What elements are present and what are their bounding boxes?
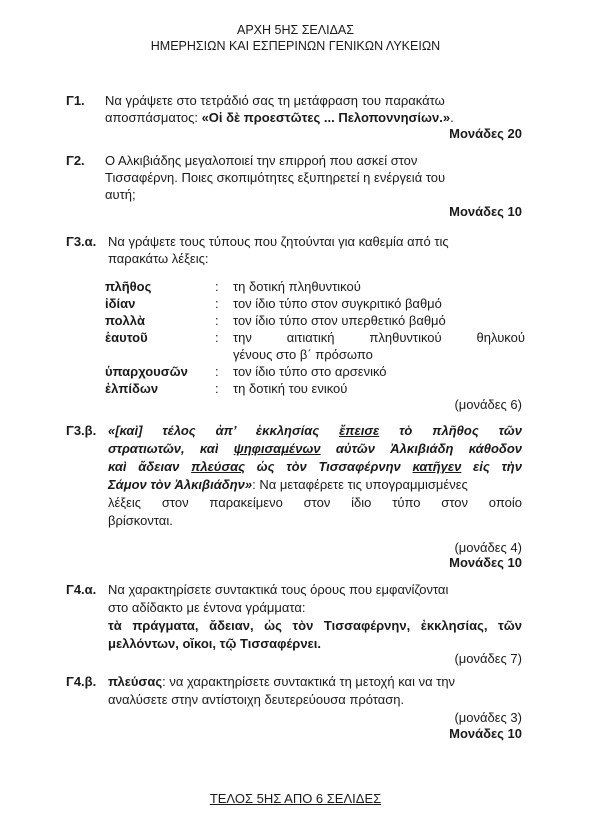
- underlined-word: ψηφισαμένων: [233, 441, 321, 456]
- word: ἐλπίδων: [105, 381, 159, 396]
- question-number: Γ2.: [66, 153, 85, 168]
- question-number: Γ3.β.: [66, 423, 97, 438]
- word: πολλὰ: [105, 313, 145, 328]
- list-item: [105, 312, 525, 329]
- text-span: αὐτῶν Ἀλκιβιάδη κάθοδον: [320, 441, 522, 456]
- question-text: [108, 581, 522, 653]
- text-line: [108, 422, 522, 440]
- word: πλῆθος: [105, 279, 152, 294]
- text-span: : να χαρακτηρίσετε συντακτικά τη μετοχή και να την: [162, 674, 456, 689]
- underlined-word: πλεύσας: [191, 459, 246, 474]
- text-line: Ο Αλκιβιάδης μεγαλοποιεί την επιρροή που ασκεί στον: [105, 153, 418, 168]
- bold-terms: μελλόντων, οἴκοι, τῷ Τισσαφέρνει.: [108, 636, 321, 651]
- text-line: αναλύσετε στην αντίστοιχη δευτερεύουσα πρόταση.: [108, 692, 405, 707]
- text-line: [105, 109, 522, 126]
- page-header: [0, 22, 591, 54]
- text-line: Να γράψετε τους τύπους που ζητούνται για καθεμία από τις: [108, 234, 449, 249]
- marks-label: Μονάδες 10: [449, 555, 522, 570]
- text-span: τὸ πλῆθος τῶν: [379, 423, 522, 438]
- question-number: Γ3.α.: [66, 234, 97, 249]
- text-line: αυτή;: [105, 187, 136, 202]
- text-line: [108, 476, 522, 494]
- marks-label: Μονάδες 10: [449, 726, 522, 741]
- separator: :: [215, 381, 219, 396]
- text-line: [108, 458, 522, 476]
- text-span: ὡς τὸν Τισσαφέρνην: [245, 459, 413, 474]
- form-description: τον ίδιο τύπο στον συγκριτικό βαθμό: [233, 296, 442, 311]
- separator: :: [215, 296, 219, 311]
- text-line: βρίσκονται.: [108, 513, 173, 528]
- list-item: [105, 329, 525, 363]
- question-text: [108, 422, 522, 530]
- quoted-passage: «Οἱ δὲ προεστῶτες ... Πελοποννησίων.»: [201, 110, 451, 125]
- question-text: [108, 233, 522, 267]
- form-description: τον ίδιο τύπο στο αρσενικό: [233, 364, 387, 379]
- question-number: Γ1.: [66, 93, 85, 108]
- list-item: [105, 363, 525, 380]
- text-line: [108, 440, 522, 458]
- word: ὑπαρχουσῶν: [105, 364, 188, 379]
- word-forms-list: [105, 278, 525, 397]
- text-line: Να χαρακτηρίσετε συντακτικά τους όρους που εμφανίζονται: [108, 582, 449, 597]
- question-text: [105, 92, 522, 126]
- header-line-2: ΗΜΕΡΗΣΙΩΝ ΚΑΙ ΕΣΠΕΡΙΝΩΝ ΓΕΝΙΚΩΝ ΛΥΚΕΙΩΝ: [150, 39, 441, 53]
- separator: :: [215, 330, 219, 345]
- text-span: στρατιωτῶν, καὶ: [108, 441, 234, 456]
- text-span: .: [450, 110, 454, 125]
- question-text: [108, 673, 522, 709]
- marks-label: (μονάδες 6): [454, 397, 522, 412]
- form-description: τη δοτική του ενικού: [233, 381, 348, 396]
- header-line-1: ΑΡΧΗ 5ΗΣ ΣΕΛΙΔΑΣ: [237, 23, 354, 37]
- bold-word: πλεύσας: [108, 674, 163, 689]
- question-number: Γ4.α.: [66, 582, 97, 597]
- page-footer: ΤΕΛΟΣ 5ΗΣ ΑΠΟ 6 ΣΕΛΙΔΕΣ: [209, 791, 382, 806]
- text-line: Τισσαφέρνη. Ποιες σκοπιμότητες εξυπηρετεί η ενέργειά του: [105, 170, 446, 185]
- form-description: τη δοτική πληθυντικού: [233, 279, 361, 294]
- marks-label: Μονάδες 10: [449, 204, 522, 219]
- text-span: αποσπάσματος:: [105, 110, 202, 125]
- form-description: [233, 329, 525, 363]
- list-item: [105, 380, 525, 397]
- text-span: : Να μεταφέρετε τις υπογραμμισμένες: [252, 477, 468, 492]
- list-item: [105, 278, 525, 295]
- text-line: Να γράψετε στο τετράδιό σας τη μετάφραση του παρακάτω: [105, 93, 445, 108]
- separator: :: [215, 279, 219, 294]
- text-line: παρακάτω λέξεις:: [108, 251, 209, 266]
- text-line: γένους στο β΄ πρόσωπο: [233, 347, 373, 362]
- bold-terms: τὰ πράγματα, ἄδειαν, ὡς τὸν Τισσαφέρνην, ἐκκλησίας, τῶν: [108, 618, 522, 633]
- word: ἰδίαν: [105, 296, 136, 311]
- marks-label: (μονάδες 3): [454, 710, 522, 725]
- marks-label: (μονάδες 4): [454, 540, 522, 555]
- text-line: [108, 673, 522, 691]
- separator: :: [215, 364, 219, 379]
- text-span: καὶ ἄδειαν: [108, 459, 192, 474]
- word: ἑαυτοῦ: [105, 330, 148, 345]
- underlined-word: ἔπεισε: [339, 423, 380, 438]
- text-line: λέξεις στον παρακείμενο στον ίδιο τύπο στον οποίο: [108, 495, 522, 510]
- text-line: την αιτιατική πληθυντικού θηλυκού: [233, 330, 525, 345]
- question-number: Γ4.β.: [66, 674, 97, 689]
- text-span: «[καὶ] τέλος ἀπ’ ἐκκλησίας: [108, 423, 340, 438]
- marks-label: (μονάδες 7): [454, 651, 522, 666]
- underlined-word: κατῆγεν: [412, 459, 462, 474]
- form-description: τον ίδιο τύπο στον υπερθετικό βαθμό: [233, 313, 446, 328]
- text-line: στο αδίδακτο με έντονα γράμματα:: [108, 600, 306, 615]
- text-span: εἰς τὴν: [461, 459, 522, 474]
- list-item: [105, 295, 525, 312]
- separator: :: [215, 313, 219, 328]
- text-span: Σάμον τὸν Ἀλκιβιάδην»: [108, 477, 253, 492]
- marks-label: Μονάδες 20: [449, 126, 522, 141]
- question-text: [105, 152, 522, 203]
